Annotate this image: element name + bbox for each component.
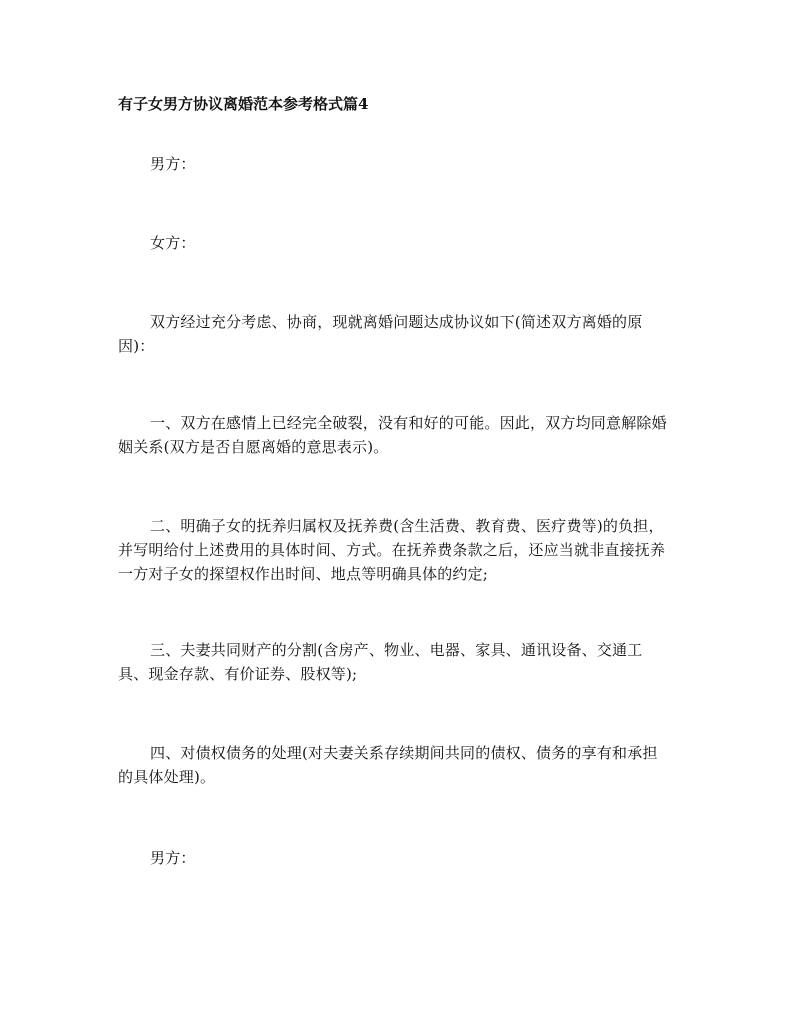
paragraph-line: 一方对子女的探望权作出时间、地点等明确具体的约定; — [118, 565, 489, 583]
paragraph-line: 男方： — [150, 155, 196, 173]
male-party-label — [118, 152, 684, 176]
clause-2-paragraph — [118, 514, 684, 586]
paragraph-line: 因)： — [118, 337, 155, 355]
paragraph-line: 双方经过充分考虑、协商，现就离婚问题达成协议如下(简述双方离婚的原 — [150, 313, 643, 331]
paragraph-line: 四、对债权债务的处理(对夫妻关系存续期间共同的债权、债务的享有和承担 — [150, 744, 658, 762]
male-party-signature-label — [118, 846, 684, 870]
paragraph-line: 具、现金存款、有价证券、股权等); — [118, 665, 358, 683]
clause-3-paragraph — [118, 638, 684, 686]
paragraph-line: 的具体处理)。 — [118, 768, 216, 786]
clause-1-paragraph — [118, 411, 684, 459]
paragraph-line: 女方： — [150, 234, 196, 252]
female-party-label — [118, 231, 684, 255]
clause-4-paragraph — [118, 741, 684, 789]
paragraph-line: 二、明确子女的抚养归属权及抚养费(含生活费、教育费、医疗费等)的负担， — [150, 517, 664, 535]
paragraph-line: 三、夫妻共同财产的分割(含房产、物业、电器、家具、通讯设备、交通工 — [150, 641, 643, 659]
paragraph-line: 一、双方在感情上已经完全破裂，没有和好的可能。因此，双方均同意解除婚 — [150, 414, 667, 432]
paragraph-line: 并写明给付上述费用的具体时间、方式。在抚养费条款之后，还应当就非直接抚养 — [118, 541, 666, 559]
paragraph-line: 姻关系(双方是否自愿离婚的意思表示)。 — [118, 438, 389, 456]
document-title: 有子女男方协议离婚范本参考格式篇4 — [118, 95, 369, 113]
intro-paragraph — [118, 310, 684, 358]
paragraph-line: 男方： — [150, 849, 196, 867]
